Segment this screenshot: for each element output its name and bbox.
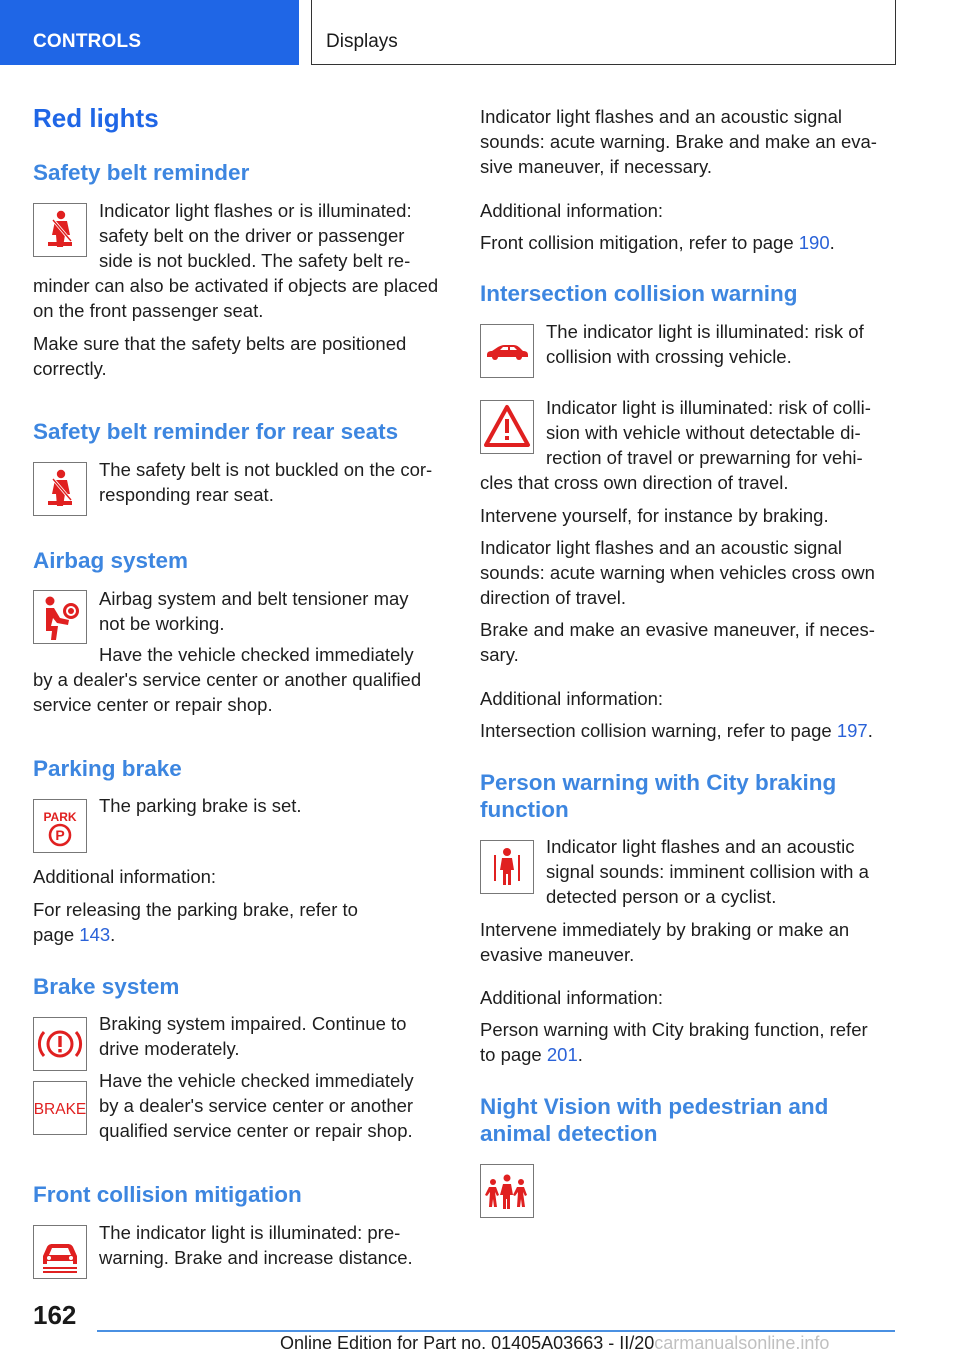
- belt-text-3: Make sure that the safety belts are positioned correctly.: [33, 333, 407, 379]
- icw-text-5: Brake and make an evasive maneuver, if neces- sary.: [480, 619, 875, 665]
- night-vision-pedestrians-icon: [480, 1164, 534, 1218]
- section-tab: CONTROLS: [0, 0, 299, 65]
- pedestrian-icon: [480, 840, 534, 894]
- rear-belt-text: The safety belt is not buckled on the cor- responding rear seat.: [99, 459, 433, 505]
- page-link-201[interactable]: 201: [546, 1044, 578, 1065]
- safety-belt-heading: Safety belt reminder: [33, 160, 250, 185]
- seatbelt-icon: [33, 203, 87, 257]
- fcm-ref-text: Front collision mitigation, refer to page 190.: [480, 232, 835, 253]
- parking-brake-text: The parking brake is set.: [99, 795, 302, 816]
- brake-system-heading: Brake system: [33, 974, 180, 999]
- night-vision-heading: Night Vision with pedestrian and animal detection: [480, 1094, 829, 1146]
- red-lights-heading: Red lights: [33, 103, 159, 133]
- brake-warning-icon: [33, 1017, 87, 1071]
- brake-icon-text: BRAKE: [34, 1101, 86, 1118]
- brake-text-1: Braking system impaired. Continue to drive moderately.: [99, 1013, 407, 1059]
- pw-text-2: Intervene immediately by braking or make an evasive maneuver.: [480, 919, 850, 965]
- warning-triangle-icon: [480, 400, 534, 454]
- rear-seatbelt-icon: [33, 462, 87, 516]
- icw-ref-text: Intersection collision warning, refer to page 197.: [480, 720, 873, 741]
- airbag-text-1: Airbag system and belt tensioner may not be working.: [99, 588, 409, 634]
- page-link-197[interactable]: 197: [836, 720, 868, 741]
- parking-additional-label: Additional information:: [33, 866, 217, 887]
- airbag-text-2a: Have the vehicle checked immediately: [99, 644, 414, 665]
- brake-text-icon: [33, 1081, 87, 1135]
- chapter-title: Displays: [311, 0, 896, 65]
- airbag-heading: Airbag system: [33, 548, 189, 573]
- icw-text-3: Intervene yourself, for instance by braking.: [480, 505, 829, 526]
- icw-text-2a: Indicator light is illuminated: risk of colli- sion with vehicle without detectable di- rection of travel or prewarning for vehi-: [546, 397, 871, 468]
- parking-brake-icon: [33, 799, 87, 853]
- rear-belt-heading: Safety belt reminder for rear seats: [33, 419, 399, 444]
- footer-rule: [97, 1330, 895, 1332]
- front-collision-icon: [33, 1225, 87, 1279]
- parking-ref-text: For releasing the parking brake, refer to page 143.: [33, 899, 358, 945]
- icw-additional-label: Additional information:: [480, 688, 664, 709]
- pw-text-1: Indicator light flashes and an acoustic signal sounds: imminent collision with a detected person or a cyclist.: [546, 836, 869, 907]
- footer-edition: Online Edition for Part no. 01405A03663 - II/20carmanualsonline.info: [280, 1333, 830, 1353]
- pw-additional-label: Additional information:: [480, 987, 664, 1008]
- person-warning-heading: Person warning with City braking function: [480, 770, 837, 822]
- page-number: 162: [33, 1300, 77, 1330]
- intersection-warning-heading: Intersection collision warning: [480, 281, 798, 306]
- airbag-text-2b: by a dealer's service center or another qualified service center or repair shop.: [33, 669, 422, 715]
- icw-text-1: The indicator light is illuminated: risk of collision with crossing vehicle.: [546, 321, 864, 367]
- fcm-text-2: Indicator light flashes and an acoustic signal sounds: acute warning. Brake and make an eva- sive maneuver, if necessary.: [480, 106, 877, 177]
- page-link-143[interactable]: 143: [79, 924, 111, 945]
- park-icon-letter: P: [55, 827, 65, 843]
- park-icon-text: PARK: [43, 810, 77, 824]
- crossing-vehicle-icon: [480, 324, 534, 378]
- front-collision-text: The indicator light is illuminated: pre- warning. Brake and increase distance.: [99, 1222, 413, 1268]
- front-collision-heading: Front collision mitigation: [33, 1182, 302, 1207]
- pw-ref-text: Person warning with City braking function, refer to page 201.: [480, 1019, 868, 1065]
- brake-text-2: Have the vehicle checked immediately by a dealer's service center or another qualified service center or repair shop.: [99, 1070, 414, 1141]
- parking-brake-heading: Parking brake: [33, 756, 182, 781]
- airbag-icon: [33, 590, 87, 644]
- belt-text-2: minder can also be activated if objects are placed on the front passenger seat.: [33, 275, 439, 321]
- fcm-additional-label: Additional information:: [480, 200, 664, 221]
- icw-text-2b: cles that cross own direction of travel.: [480, 472, 789, 493]
- page-link-190[interactable]: 190: [798, 232, 830, 253]
- watermark: carmanualsonline.info: [654, 1333, 830, 1353]
- icw-text-4: Indicator light flashes and an acoustic signal sounds: acute warning when vehicles cross own direction of travel.: [480, 537, 875, 608]
- belt-text-1: Indicator light flashes or is illuminated: safety belt on the driver or passenger side is not buckled. The safety belt re-: [99, 200, 412, 271]
